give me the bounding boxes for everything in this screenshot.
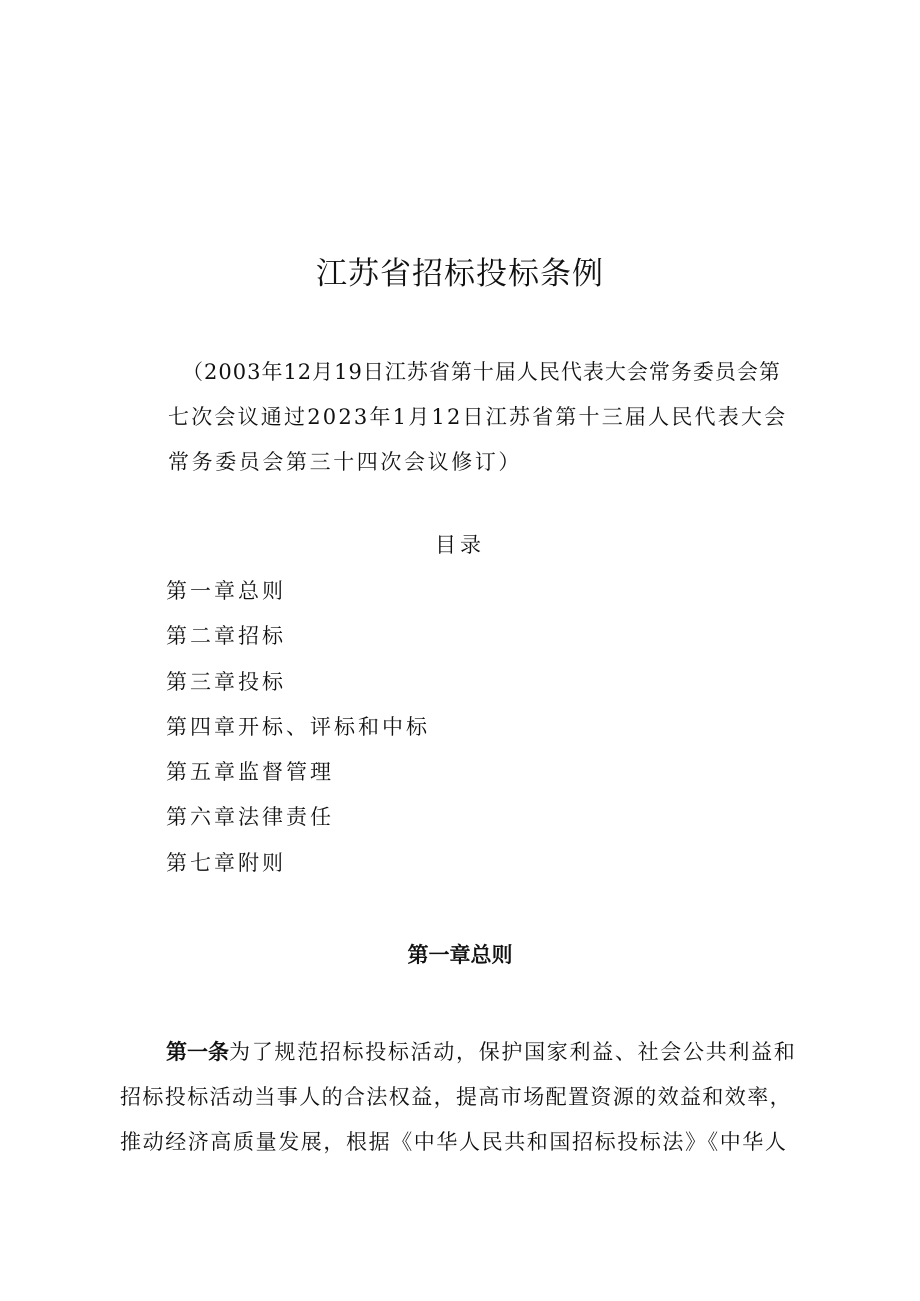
toc-item: 第七章附则 [166,850,286,875]
toc-item: 第六章法律责任 [166,805,334,830]
toc-item: 第五章监督管理 [166,760,334,785]
toc-item: 第一章总则 [166,579,286,603]
article-line: 推动经济高质量发展，根据《中华人民共和国招标投标法》《中华人 [120,1130,788,1154]
table-of-contents [166,576,430,893]
chapter-heading: 第一章总则 [407,943,513,967]
article-line: 招标投标活动当事人的合法权益，提高市场配置资源的效益和效率， [120,1085,792,1109]
toc-heading: 目录 [435,533,485,557]
article-line [166,1030,838,1075]
toc-item: 第三章投标 [166,669,286,694]
toc-item: 第四章开标、评标和中标 [166,714,430,739]
adoption-note [168,350,787,485]
article-text: 为了规范招标投标活动，保护国家利益、社会公共利益和 [229,1040,797,1064]
adoption-note-line: 七次会议通过2023年1月12日江苏省第十三届人民代表大会 [168,405,788,429]
article-number: 第一条 [166,1040,229,1064]
article-first [120,1030,797,1165]
adoption-note-line: 常务委员会第三十四次会议修订） [168,450,522,474]
document-title: 江苏省招标投标条例 [316,256,604,292]
toc-item: 第二章招标 [166,624,286,649]
adoption-note-line: （2003年12月19日江苏省第十届人民代表大会常务委员会第 [182,360,781,384]
